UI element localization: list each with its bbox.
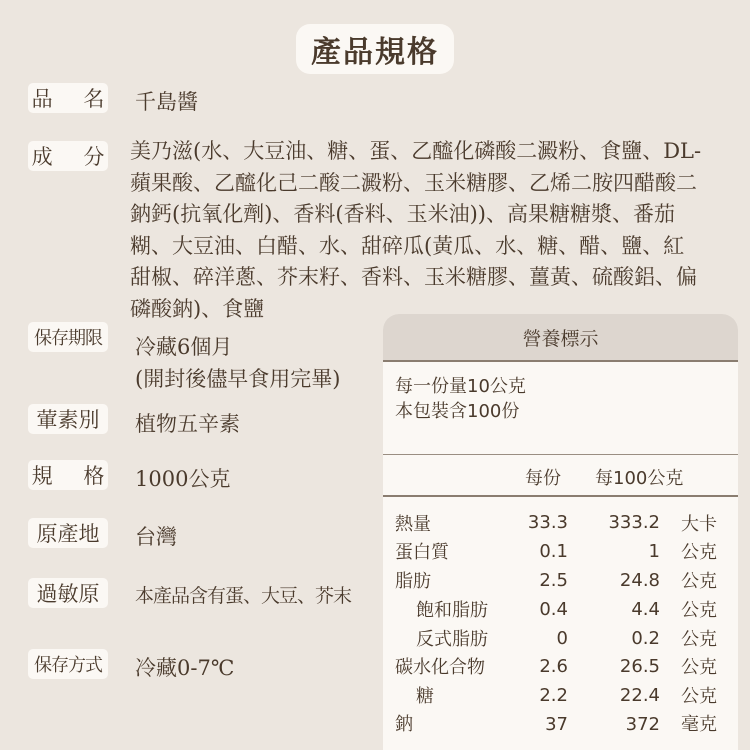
nutrient-per-serving: 2.6	[539, 656, 568, 677]
ingredients-line: 甜椒、碎洋蔥、芥末籽、香料、玉米糖膠、薑黃、硫酸鋁、偏	[130, 265, 697, 289]
nutrient-per-serving: 0.1	[539, 541, 568, 562]
nutrition-title: 營養標示	[383, 314, 738, 360]
nutrient-per-100g: 24.8	[619, 570, 660, 591]
nutrient-per-serving: 2.5	[539, 570, 568, 591]
nutrient-per-100g: 372	[625, 714, 660, 735]
name-value: 千島醬	[135, 90, 198, 114]
nutrient-unit: 大卡	[681, 514, 717, 535]
ingredients-line: 美乃滋(水、大豆油、糖、蛋、乙醯化磷酸二澱粉、食鹽、DL-	[130, 139, 702, 163]
origin-value: 台灣	[135, 525, 177, 549]
nutrient-unit: 公克	[681, 600, 717, 621]
nutrient-per-serving: 33.3	[527, 512, 568, 533]
serving-size: 每一份量10公克	[395, 376, 526, 397]
nutrient-name: 糖	[416, 686, 434, 707]
nutrition-panel	[383, 314, 738, 750]
nutrient-per-serving: 2.2	[539, 685, 568, 706]
ingredients-line: 蘋果酸、乙醯化己二酸二澱粉、玉米糖膠、乙烯二胺四醋酸二	[130, 170, 697, 195]
nutrient-name: 飽和脂肪	[416, 600, 488, 621]
nutrient-unit: 公克	[681, 657, 717, 678]
nutrient-unit: 公克	[681, 542, 717, 563]
nutrient-name: 熱量	[395, 514, 431, 535]
nutrient-name: 碳水化合物	[395, 657, 485, 678]
divider	[383, 495, 738, 497]
nutrient-per-100g: 0.2	[631, 628, 660, 649]
spec-value: 1000公克	[135, 467, 231, 491]
ingredients-line: 磷酸鈉)、食鹽	[130, 296, 265, 321]
nutrient-per-serving: 37	[545, 714, 568, 735]
shelf-life-line1: 冷藏6個月	[135, 335, 233, 359]
divider	[383, 360, 738, 362]
nutrient-per-100g: 333.2	[608, 512, 660, 533]
allergen-value: 本產品含有蛋、大豆、芥末	[135, 585, 352, 607]
nutrient-unit: 公克	[681, 629, 717, 650]
storage-label: 保存方式	[28, 649, 108, 679]
nutrient-per-100g: 4.4	[631, 599, 660, 620]
shelf-life-line2: (開封後儘早食用完畢)	[135, 367, 341, 391]
nutrient-name: 反式脂肪	[416, 629, 488, 650]
ingredients-text	[130, 136, 730, 325]
nutrient-name: 蛋白質	[395, 542, 449, 563]
shelf-life-label: 保存期限	[28, 322, 108, 352]
column-per-100g: 每100公克	[595, 468, 684, 489]
origin-label: 原產地	[28, 518, 108, 548]
nutrient-unit: 毫克	[681, 714, 717, 735]
nutrient-name: 脂肪	[395, 571, 431, 592]
nutrient-per-100g: 26.5	[619, 656, 660, 677]
ingredients-label: 成 分	[28, 141, 108, 171]
nutrient-unit: 公克	[681, 686, 717, 707]
name-label: 品 名	[28, 83, 108, 113]
ingredients-line: 鈉鈣(抗氧化劑)、香料(香料、玉米油))、高果糖糖漿、番茄	[130, 202, 675, 226]
column-per-serving: 每份	[525, 468, 561, 489]
nutrient-per-serving: 0	[556, 628, 568, 649]
nutrient-name: 鈉	[395, 714, 413, 735]
storage-value: 冷藏0-7℃	[135, 656, 235, 680]
page-title: 產品規格	[296, 24, 454, 74]
servings-per-pack: 本包裝含100份	[395, 401, 520, 422]
nutrient-per-100g: 22.4	[619, 685, 660, 706]
nutrient-per-100g: 1	[648, 541, 660, 562]
spec-label: 規 格	[28, 460, 108, 490]
nutrient-per-serving: 0.4	[539, 599, 568, 620]
divider	[383, 454, 738, 455]
allergen-label: 過敏原	[28, 578, 108, 608]
diet-value: 植物五辛素	[135, 412, 240, 436]
ingredients-line: 糊、大豆油、白醋、水、甜碎瓜(黃瓜、水、糖、醋、鹽、紅	[130, 233, 685, 258]
nutrient-unit: 公克	[681, 571, 717, 592]
diet-label: 葷素別	[28, 404, 108, 434]
